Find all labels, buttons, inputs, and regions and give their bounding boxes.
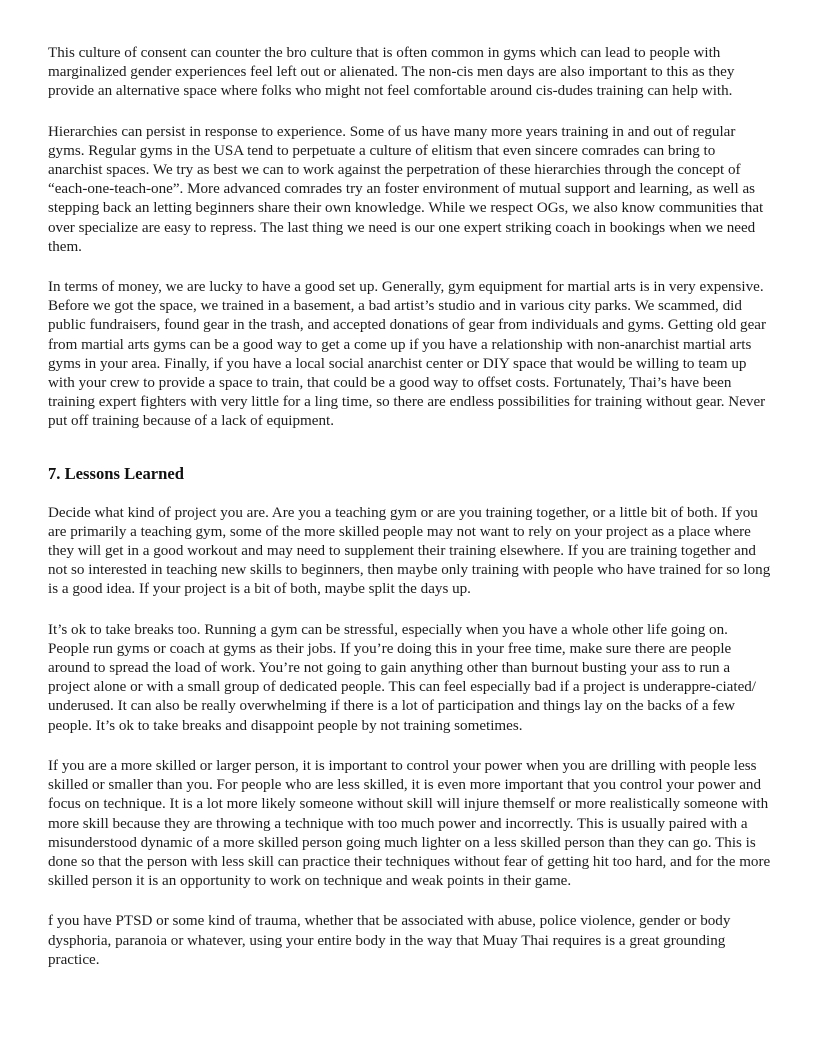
section-heading-lessons-learned: 7. Lessons Learned	[48, 463, 184, 483]
paragraph-control-power: If you are a more skilled or larger person, it is important to control your power when you are drilling with people less skilled or smaller than you. For people who are less skilled, it is even more important that you control your power and focus on technique. It is a lot more likely someone without skill will injure themself or more realistically someone with more skill because they are throwing a technique with too much power and incorrectly. This is usually paired with a misunderstood dynamic of a more skilled person going much lighter on a less skilled person than they can go. This is done so that the person with less skill can practice their techniques without fear of getting hit too hard, and for the more skilled person it is an opportunity to work on technique and weak points in their game.	[48, 757, 771, 890]
paragraph-project-type: Decide what kind of project you are. Are you a teaching gym or are you training together, or a little bit of both. If you are primarily a teaching gym, some of the more skilled people may not want to rely on your project as a place where they will get in a good workout and may need to supplement their training elsewhere. If you are training together and not so interested in teaching new skills to beginners, then maybe only training with people who have trained for so long is a good idea. If your project is a bit of both, maybe split the days up.	[48, 504, 771, 598]
document-page	[48, 44, 772, 991]
paragraph-money: In terms of money, we are lucky to have a good set up. Generally, gym equipment for martial arts is in very expensive. Before we got the space, we trained in a basement, a bad artist’s studio and in various city parks. We scammed, did public fundraisers, found gear in the trash, and accepted donations of gear from individuals and gyms. Getting old gear from martial arts gyms can be a good way to get a come up if you have a relationship with non-anarchist martial arts gyms in your area. Finally, if you have a local social anarchist center or DIY space that would be willing to team up with your crew to provide a space to train, that could be a good way to offset costs. Fortunately, Thai’s have been training expert fighters with very little for a ling time, so there are endless possibilities for training without gear. Never put off training because of a lack of equipment.	[48, 279, 767, 430]
paragraph-ptsd-trauma: f you have PTSD or some kind of trauma, whether that be associated with abuse, police violence, gender or body dysphoria, paranoia or whatever, using your entire body in the way that Muay Thai requires is a great grounding practice.	[48, 913, 731, 968]
paragraph-take-breaks: It’s ok to take breaks too. Running a gym can be stressful, especially when you have a whole other life going on. People run gyms or coach at gyms as their jobs. If you’re doing this in your free time, make sure there are people around to spread the load of work. You’re not going to gain anything other than burnout busting your ass to run a project alone or with a small group of dedicated people. This can feel especially bad if a project is underappre-ciated/ underused. It can also be really overwhelming if there is a lot of participation and things lay on the backs of a few people. It’s ok to take breaks and disappoint people by not training sometimes.	[48, 621, 757, 734]
paragraph-hierarchies: Hierarchies can persist in response to experience. Some of us have many more years training in and out of regular gyms. Regular gyms in the USA tend to perpetuate a culture of elitism that even sincere comrades can bring to anarchist spaces. We try as best we can to work against the perpetration of these hierarchies through the concept of “each-one-teach-one”. More advanced comrades try an foster environment of mutual support and learning, as well as stepping back an letting beginners share their own knowledge. While we respect OGs, we also know communities that over specialize are easy to repress. The last thing we need is our one expert striking coach in bookings when we need them.	[48, 123, 764, 255]
paragraph-consent-culture: This culture of consent can counter the bro culture that is often common in gyms which can lead to people with marginalized gender experiences feel left out or alienated. The non-cis men days are also important to this as they provide an alternative space where folks who might not feel comfortable around cis-dudes training can help with.	[48, 45, 735, 100]
